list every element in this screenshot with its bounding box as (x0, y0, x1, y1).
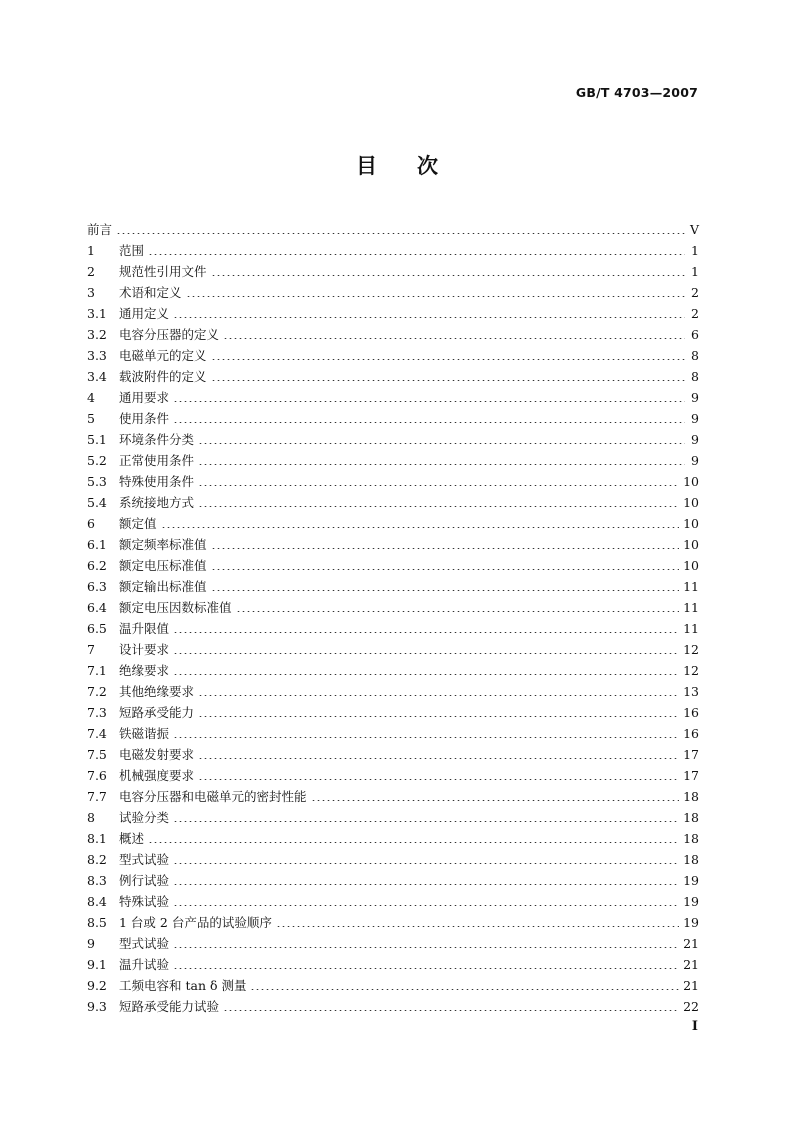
toc-entry-page: 22 (683, 999, 699, 1014)
toc-entry-number: 8.4 (87, 894, 107, 909)
toc-entry[interactable] (87, 912, 699, 933)
toc-entry-page: 6 (691, 327, 699, 342)
toc-entry[interactable] (87, 786, 699, 807)
toc-entry-number: 5.3 (87, 474, 107, 489)
toc-entry[interactable] (87, 723, 699, 744)
toc-entry[interactable] (87, 471, 699, 492)
toc-entry-title: 电容分压器的定义 (119, 327, 220, 342)
toc-entry[interactable] (87, 996, 699, 1017)
toc-entry[interactable] (87, 303, 699, 324)
toc-entry[interactable] (87, 534, 699, 555)
page-title-char-2: 次 (417, 154, 438, 178)
toc-entry-number: 7 (87, 642, 95, 657)
toc-entry[interactable] (87, 450, 699, 471)
toc-entry-number: 4 (87, 390, 95, 405)
toc-entry-number: 8.3 (87, 873, 107, 888)
toc-entry-number: 8.1 (87, 831, 107, 846)
toc-entry-title: 短路承受能力试验 (119, 999, 220, 1014)
toc-dot-leader (198, 716, 679, 717)
standard-number: GB/T 4703—2007 (575, 85, 698, 100)
toc-dot-leader (148, 842, 679, 843)
toc-entry[interactable] (87, 975, 699, 996)
toc-dot-leader (211, 380, 685, 381)
toc-entry-number: 7.3 (87, 705, 107, 720)
toc-entry[interactable] (87, 618, 699, 639)
toc-entry-page: 10 (683, 516, 699, 531)
toc-dot-leader (211, 590, 680, 591)
toc-entry-title: 额定输出标准值 (119, 579, 207, 594)
toc-entry-number: 6.5 (87, 621, 107, 636)
toc-dot-leader (250, 989, 679, 990)
toc-entry[interactable] (87, 576, 699, 597)
toc-entry-number: 7.2 (87, 684, 107, 699)
toc-entry[interactable] (87, 345, 699, 366)
toc-entry-page: 12 (683, 663, 699, 678)
toc-dot-leader (148, 254, 685, 255)
toc-dot-leader (211, 569, 680, 570)
toc-entry-page: 9 (691, 390, 699, 405)
toc-entry-title: 使用条件 (119, 411, 170, 426)
toc-entry-page: 2 (691, 285, 699, 300)
toc-entry-page: 8 (691, 348, 699, 363)
toc-dot-leader (173, 632, 679, 633)
toc-entry-title: 规范性引用文件 (119, 264, 207, 279)
toc-entry[interactable] (87, 555, 699, 576)
toc-entry-page: 9 (691, 453, 699, 468)
toc-dot-leader (198, 443, 685, 444)
toc-entry[interactable] (87, 492, 699, 513)
toc-entry-page: V (689, 222, 699, 237)
toc-entry-title: 例行试验 (119, 873, 170, 888)
toc-entry[interactable] (87, 240, 699, 261)
toc-entry-number: 3.3 (87, 348, 107, 363)
toc-dot-leader (173, 947, 679, 948)
toc-entry-page: 1 (691, 264, 699, 279)
page-title (0, 150, 794, 180)
toc-dot-leader (186, 296, 685, 297)
toc-entry[interactable] (87, 849, 699, 870)
toc-dot-leader (211, 275, 685, 276)
toc-entry[interactable] (87, 324, 699, 345)
toc-entry[interactable] (87, 261, 699, 282)
toc-entry-number: 1 (87, 243, 95, 258)
toc-entry[interactable] (87, 408, 699, 429)
toc-entry-title: 绝缘要求 (119, 663, 170, 678)
toc-entry-title: 短路承受能力 (119, 705, 195, 720)
toc-entry[interactable] (87, 387, 699, 408)
toc-entry-page: 11 (683, 600, 699, 615)
toc-entry-number: 5.4 (87, 495, 107, 510)
toc-entry-title: 其他绝缘要求 (119, 684, 195, 699)
toc-entry-number: 6 (87, 516, 95, 531)
toc-entry[interactable] (87, 807, 699, 828)
toc-entry[interactable] (87, 366, 699, 387)
toc-dot-leader (173, 968, 679, 969)
toc-entry-number: 9.3 (87, 999, 107, 1014)
toc-entry-number: 6.4 (87, 600, 107, 615)
toc-dot-leader (223, 1010, 679, 1011)
toc-dot-leader (173, 422, 685, 423)
toc-entry-number: 8 (87, 810, 95, 825)
toc-entry-page: 21 (683, 978, 699, 993)
toc-entry-number: 7.7 (87, 789, 107, 804)
toc-entry-title: 电磁发射要求 (119, 747, 195, 762)
toc-entry-title: 设计要求 (119, 642, 170, 657)
toc-entry-number: 9.2 (87, 978, 107, 993)
toc-entry[interactable] (87, 765, 699, 786)
toc-entry-title: 正常使用条件 (119, 453, 195, 468)
toc-dot-leader (116, 233, 685, 234)
toc-entry-page: 16 (683, 726, 699, 741)
toc-entry-title: 系统接地方式 (119, 495, 195, 510)
toc-entry-page: 19 (683, 894, 699, 909)
toc-entry-number: 5 (87, 411, 95, 426)
toc-dot-leader (198, 506, 679, 507)
toc-dot-leader (211, 548, 680, 549)
toc-entry[interactable] (87, 429, 699, 450)
toc-entry-title: 温升限值 (119, 621, 170, 636)
toc-entry[interactable] (87, 660, 699, 681)
toc-entry-number: 3 (87, 285, 95, 300)
toc-entry[interactable] (87, 828, 699, 849)
toc-entry-title: 电容分压器和电磁单元的密封性能 (119, 789, 307, 804)
toc-entry[interactable] (87, 891, 699, 912)
toc-entry-page: 10 (683, 558, 699, 573)
toc-entry-title: 试验分类 (119, 810, 170, 825)
toc-dot-leader (173, 737, 679, 738)
toc-dot-leader (173, 653, 679, 654)
toc-dot-leader (223, 338, 685, 339)
toc-entry-page: 19 (683, 873, 699, 888)
toc-dot-leader (311, 800, 680, 801)
toc-entry-number: 3.1 (87, 306, 107, 321)
toc-entry-title: 额定值 (119, 516, 157, 531)
toc-entry-number: 8.2 (87, 852, 107, 867)
toc-entry-page: 21 (683, 957, 699, 972)
toc-entry-page: 16 (683, 705, 699, 720)
toc-entry-title: 环境条件分类 (119, 432, 195, 447)
toc-entry[interactable] (87, 597, 699, 618)
toc-entry-title: 机械强度要求 (119, 768, 195, 783)
toc-entry-title: 型式试验 (119, 936, 170, 951)
toc-dot-leader (198, 464, 685, 465)
toc-entry-title: 通用定义 (119, 306, 170, 321)
toc-entry-title: 范围 (119, 243, 145, 258)
toc-entry[interactable] (87, 933, 699, 954)
toc-entry-page: 10 (683, 495, 699, 510)
toc-dot-leader (173, 401, 685, 402)
toc-entry-page: 11 (683, 621, 699, 636)
toc-entry-page: 10 (683, 537, 699, 552)
toc-entry-page: 18 (683, 810, 699, 825)
table-of-contents (87, 219, 699, 1017)
toc-dot-leader (161, 527, 680, 528)
toc-entry-number: 3.4 (87, 369, 107, 384)
toc-entry-number: 7.5 (87, 747, 107, 762)
toc-entry[interactable] (87, 219, 699, 240)
toc-entry-page: 12 (683, 642, 699, 657)
toc-entry-number: 5.1 (87, 432, 107, 447)
toc-entry-page: 17 (683, 768, 699, 783)
toc-entry-number: 6.1 (87, 537, 107, 552)
toc-entry-page: 19 (683, 915, 699, 930)
toc-entry[interactable] (87, 954, 699, 975)
toc-entry-page: 1 (691, 243, 699, 258)
toc-entry[interactable] (87, 870, 699, 891)
toc-entry-title: 工频电容和 tan δ 测量 (119, 978, 247, 993)
toc-entry-page: 17 (683, 747, 699, 762)
toc-entry-page: 13 (683, 684, 699, 699)
toc-entry-title: 通用要求 (119, 390, 170, 405)
toc-entry-title: 型式试验 (119, 852, 170, 867)
toc-entry-title: 载波附件的定义 (119, 369, 207, 384)
toc-dot-leader (173, 863, 679, 864)
toc-entry-number: 9.1 (87, 957, 107, 972)
toc-entry-page: 18 (683, 789, 699, 804)
toc-entry-number: 9 (87, 936, 95, 951)
toc-entry-title: 前言 (87, 222, 113, 237)
toc-entry-page: 2 (691, 306, 699, 321)
toc-entry-page: 18 (683, 852, 699, 867)
toc-entry[interactable] (87, 282, 699, 303)
toc-entry-number: 7.6 (87, 768, 107, 783)
toc-dot-leader (198, 485, 679, 486)
toc-entry-page: 11 (683, 579, 699, 594)
toc-dot-leader (173, 674, 679, 675)
toc-entry-number: 7.1 (87, 663, 107, 678)
toc-entry-title: 额定电压标准值 (119, 558, 207, 573)
toc-entry[interactable] (87, 744, 699, 765)
toc-entry-number: 8.5 (87, 915, 107, 930)
toc-dot-leader (236, 611, 680, 612)
toc-entry-title: 额定电压因数标准值 (119, 600, 232, 615)
toc-entry[interactable] (87, 681, 699, 702)
toc-dot-leader (173, 317, 685, 318)
toc-dot-leader (198, 695, 679, 696)
toc-entry-number: 3.2 (87, 327, 107, 342)
page-title-char-1: 目 (356, 154, 377, 178)
toc-dot-leader (198, 779, 679, 780)
toc-entry[interactable] (87, 639, 699, 660)
toc-entry-number: 5.2 (87, 453, 107, 468)
toc-entry-page: 9 (691, 432, 699, 447)
toc-dot-leader (173, 905, 679, 906)
toc-dot-leader (198, 758, 679, 759)
toc-entry-page: 9 (691, 411, 699, 426)
toc-entry-page: 10 (683, 474, 699, 489)
toc-entry[interactable] (87, 513, 699, 534)
toc-entry-title: 特殊使用条件 (119, 474, 195, 489)
toc-entry-title: 额定频率标准值 (119, 537, 207, 552)
toc-entry-page: 21 (683, 936, 699, 951)
toc-entry-number: 2 (87, 264, 95, 279)
toc-dot-leader (173, 884, 679, 885)
toc-entry[interactable] (87, 702, 699, 723)
toc-entry-title: 特殊试验 (119, 894, 170, 909)
toc-dot-leader (276, 926, 679, 927)
toc-entry-title: 1 台或 2 台产品的试验顺序 (119, 915, 272, 930)
toc-entry-number: 7.4 (87, 726, 107, 741)
page-number: I (691, 1019, 698, 1034)
toc-entry-title: 术语和定义 (119, 285, 182, 300)
toc-entry-number: 6.3 (87, 579, 107, 594)
toc-entry-number: 6.2 (87, 558, 107, 573)
toc-entry-title: 铁磁谐振 (119, 726, 170, 741)
toc-entry-page: 18 (683, 831, 699, 846)
toc-entry-title: 温升试验 (119, 957, 170, 972)
toc-entry-title: 电磁单元的定义 (119, 348, 207, 363)
toc-dot-leader (211, 359, 685, 360)
toc-dot-leader (173, 821, 679, 822)
toc-entry-title: 概述 (119, 831, 145, 846)
toc-entry-page: 8 (691, 369, 699, 384)
